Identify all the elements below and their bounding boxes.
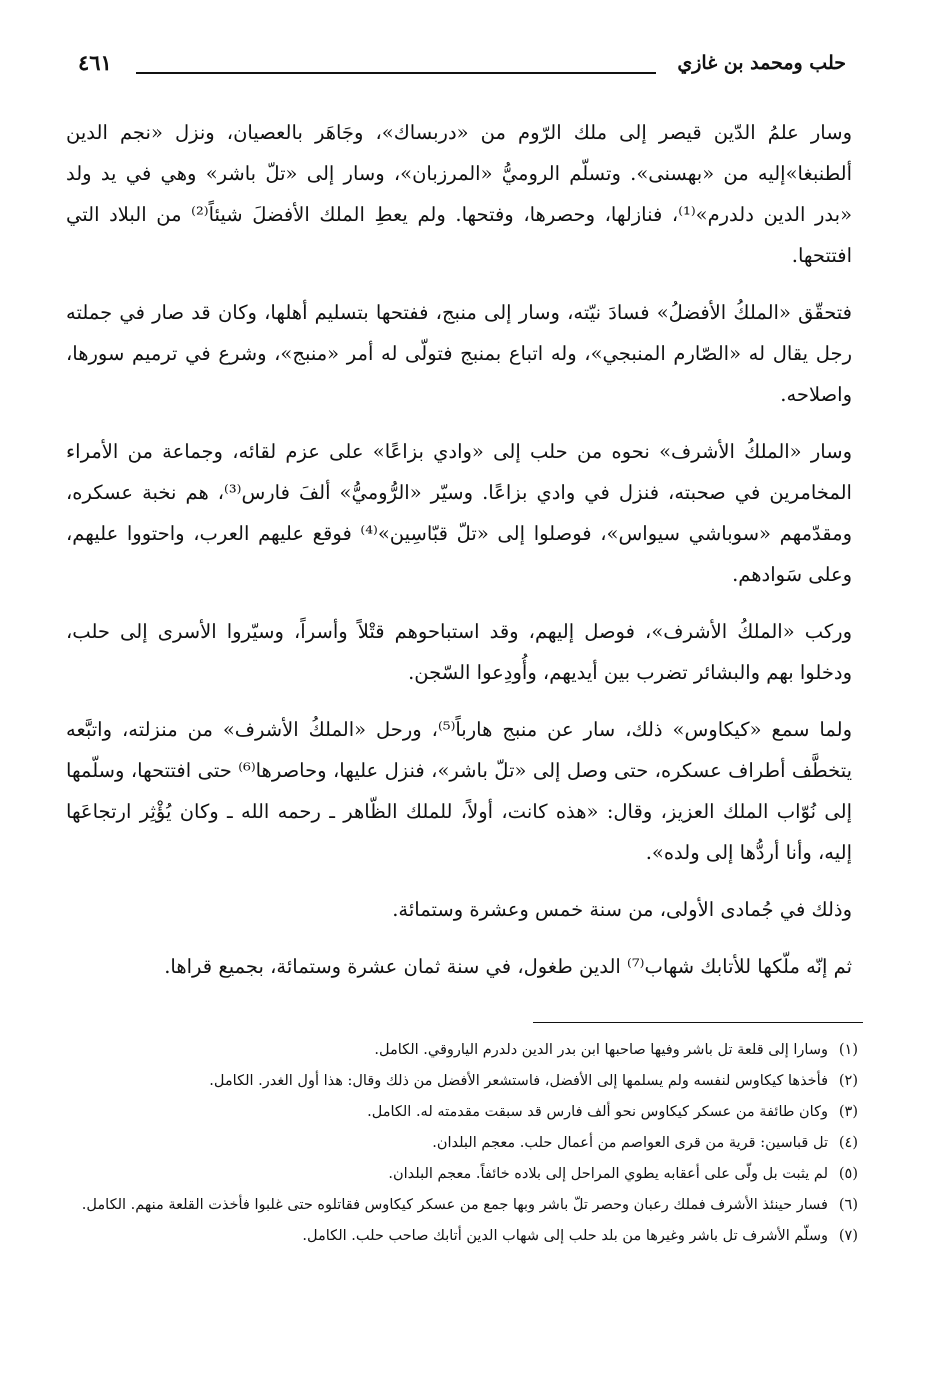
paragraph-5: ولما سمع «كيكاوس» ذلك، سار عن منبج هارباً⁽⁵⁾، ورحل «الملكُ الأشرف» من منزلته، واتبَّعه يتخطَّف أطراف عسكره، حتى وصل إلى «تلّ باشر»، فنزل عليها، وحاصرها⁽⁶⁾ حتى افتتحها، وسلّمها إلى نُوّاب الملك العزيز، وقال: «هذه كانت، أولاً، للملك الظّاهر ـ رحمه الله ـ وكان يُؤْثِر ارتجاعَها إليه، وأنا أردُّها إلى ولده». [66,718,853,864]
footnote-number: (٢) [838,1073,858,1089]
footnote-separator [533,1022,863,1023]
footnote-text: لم يثبت بل ولّى على أعقابه يطوي المراحل إلى بلاده خائفاً. معجم البلدان. [388,1166,828,1182]
paragraph-1: وسار علمُ الدّين قيصر إلى ملك الرّوم من «دربساك»، وجَاهَر بالعصيان، ونزل «نجم الدين ألطنبغا»إليه من «بهسنى». وتسلّم الروميُّ «المرزبان»، وسار إلى «تلّ باشر» وهي في يد ولد «بدر الدين دلدرم»⁽¹⁾، فنازلها، وحصرها، وفتحها. ولم يعطِ الملك الأفضلَ شيئاً⁽²⁾ من البلاد التي افتتحها. [66,121,852,267]
footnote-text: فأخذها كيكاوس لنفسه ولم يسلمها إلى الأفضل، فاستشعر الأفضل من ذلك وقال: هذا أول الغدر. الكامل. [209,1073,828,1089]
footnote-text: وسلّم الأشرف تل باشر وغيرها من بلد حلب إلى شهاب الدين أتابك صاحب حلب. الكامل. [302,1228,828,1244]
footnote-number: (٥) [838,1166,858,1182]
footnote-3 [78,1098,858,1126]
page-number: ٤٦١ [78,50,112,75]
footnote-4 [78,1129,858,1157]
footnote-text: فسار حينئذ الأشرف فملك رعبان وحصر تلّ باشر وبها جمع من عسكر كيكاوس فقاتلوه حتى غلبوا فأخذت القلعة منهم. الكامل. [81,1197,828,1213]
paragraph-4: وركب «الملكُ الأشرف»، فوصل إليهم، وقد استباحوهم قتْلاً وأسراً، وسيّروا الأسرى إلى حلب، ودخلوا بهم والبشائر تضرب بين أيديهم، وأُودِعوا السّجن. [66,620,852,684]
footnote-text: تل قباسين: قرية من قرى العواصم من أعمال حلب. معجم البلدان. [432,1135,828,1151]
paragraph-2: فتحقّق «الملكُ الأفضلُ» فسادَ نيّته، وسار إلى منبج، ففتحها بتسليم أهلها، وكان قد صار في جملته رجل يقال له «الصّارم المنبجي»، وله اتباع بمنبج فتولّى له أمر «منبج»، وشرع في ترميم سورها، واصلاحه. [66,301,852,406]
footnote-2 [78,1067,858,1095]
paragraph-7: ثم إنّه ملّكها للأتابك شهاب⁽⁷⁾ الدين طغول، في سنة ثمان عشرة وستمائة، بجميع قراها. [164,955,852,978]
footnote-5 [78,1160,858,1188]
footnote-7 [78,1222,858,1250]
page-header [78,52,846,88]
footnote-number: (٧) [838,1228,858,1244]
footnotes [78,1036,858,1253]
header-rule [136,72,656,74]
footnote-number: (٦) [838,1197,858,1213]
paragraph-3: وسار «الملكُ الأشرف» نحوه من حلب إلى «وادي بزاعًا» على عزم لقائه، وجماعة من الأمراء المخامرين في صحبته، فنزل في وادي بزاعًا. وسيّر «الرُّوميُّ» ألفَ فارس⁽³⁾، هم نخبة عسكره، ومقدّمهم «سوباشي سيواس»، فوصلوا إلى «تلّ قبّاسِين»⁽⁴⁾ فوقع عليهم العرب، واحتووا عليهم، وعلى سَوادهم. [66,440,852,586]
paragraph-6: وذلك في جُمادى الأولى، من سنة خمس وعشرة وستمائة. [392,898,852,921]
footnote-number: (٤) [838,1135,858,1151]
footnote-6 [78,1191,858,1219]
footnote-number: (١) [838,1042,858,1058]
body-text [66,112,852,1003]
running-title: حلب ومحمد بن غازي [677,52,846,74]
footnote-text: وكان طائفة من عسكر كيكاوس نحو ألف فارس قد سبقت مقدمته له. الكامل. [367,1104,828,1120]
footnote-text: وسارا إلى قلعة تل باشر وفيها صاحبها ابن بدر الدين دلدرم الياروقي. الكامل. [374,1042,828,1058]
footnote-1 [78,1036,858,1064]
footnote-number: (٣) [838,1104,858,1120]
